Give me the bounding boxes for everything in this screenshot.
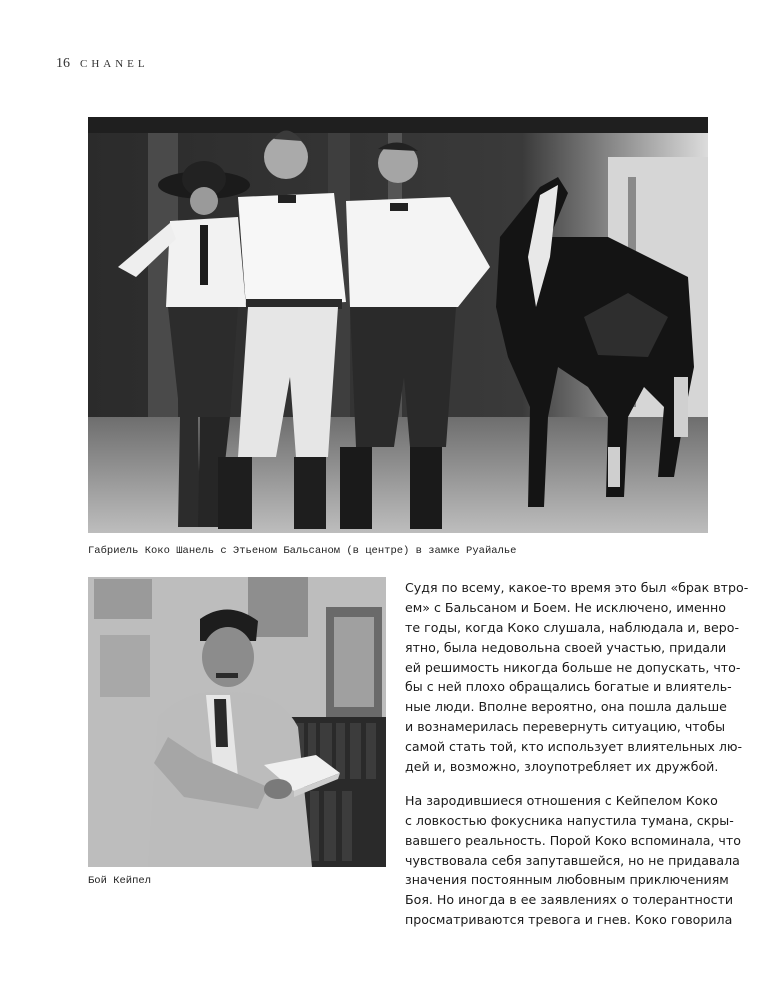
top-photo-caption: Габриель Коко Шанель с Этьеном Бальсаном (в центре) в замке Руайалье bbox=[88, 545, 517, 557]
text-line: дей и, возможно, злоупотребляет их дружбой. bbox=[405, 759, 719, 775]
text-line: Боя. Но иногда в ее заявлениях о толерантности bbox=[405, 892, 734, 908]
page-number: 16 bbox=[56, 56, 70, 71]
text-line: ей решимость никогда больше не допускать, что- bbox=[405, 659, 741, 675]
paragraph-1 bbox=[405, 578, 749, 777]
body-text bbox=[405, 578, 749, 930]
text-line: и вознамерилась перевернуть ситуацию, чтобы bbox=[405, 719, 726, 735]
text-line: вавшего реальность. Порой Коко вспоминала, что bbox=[405, 832, 741, 848]
text-line: с ловкостью фокусника напустила тумана, скры- bbox=[405, 812, 734, 828]
text-line: значения постоянным любовным приключениям bbox=[405, 872, 729, 888]
text-line: ные люди. Вполне вероятно, она пошла дальше bbox=[405, 699, 727, 715]
page-header bbox=[56, 56, 149, 76]
text-line: бы с ней плохо обращались богатые и влиятель- bbox=[405, 679, 732, 695]
text-line: самой стать той, кто использует влиятельных лю- bbox=[405, 739, 743, 755]
paragraph-2 bbox=[405, 791, 741, 930]
photo-boy-capel bbox=[88, 577, 386, 867]
text-line: те годы, когда Коко слушала, наблюдала и, веро- bbox=[405, 619, 739, 635]
photo-chanel-balsan-horse bbox=[88, 117, 708, 533]
text-line: ем» с Бальсаном и Боем. Не исключено, именно bbox=[405, 599, 726, 615]
bottom-photo-caption: Бой Кейпел bbox=[88, 875, 152, 887]
text-line: Судя по всему, какое-то время это был «брак втро- bbox=[405, 580, 749, 595]
running-title: CHANEL bbox=[80, 58, 149, 70]
text-line: ятно, была недовольна своей участью, придали bbox=[405, 639, 727, 655]
text-line: просматриваются тревога и гнев. Коко говорила bbox=[405, 912, 733, 928]
text-line: чувствовала себя запутавшейся, но не придавала bbox=[405, 852, 740, 868]
text-line: На зародившиеся отношения с Кейпелом Коко bbox=[405, 792, 718, 808]
